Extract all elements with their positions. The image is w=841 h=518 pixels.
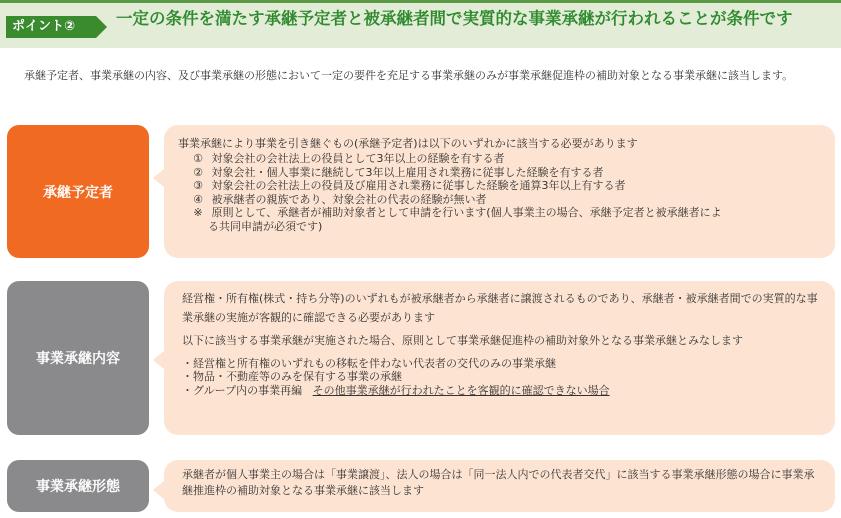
bullet-item: ・物品・不動産等のみを保有する事業の承継 — [182, 370, 402, 383]
page-title: 一定の条件を満たす承継予定者と被承継者間で実質的な事業承継が行われることが条件です — [116, 9, 793, 28]
bullet-item: ・グループ内の事業再編 その他事業承継が行われたことを客観的に確認できない場合 — [182, 383, 610, 397]
point-badge: ポイント② — [6, 16, 96, 38]
form-text: 承継者が個人事業主の場合は「事業譲渡」、法人の場合は「同一法人内での代表者交代」に該当する事業承継形態の場合に事業承継推進枠の補助対象となる事業承継に該当します — [182, 468, 815, 497]
label-succession-content: 事業承継内容 — [7, 281, 149, 435]
content-paragraph-1: 経営権・所有権(株式・持ち分等)のいずれもが被承継者から承継者に譲渡されるものであり、承継者・被承継者間での実質的な事業承継の実施が客観的に確認できる必要があります — [182, 292, 818, 324]
list-item: ④ 被承継者の親族であり、対象会社の代表の経験が無い者 — [193, 192, 487, 206]
label-succession-form: 事業承継形態 — [7, 460, 149, 512]
content-paragraph-2: 以下に該当する事業承継が実施された場合、原則として事業承継促進枠の補助対象外となる事業承継とみなします — [182, 334, 743, 347]
note-line: ※ 原則として、承継者が補助対象者として申請を行います(個人事業主の場合、承継予定者と被承継者によ — [193, 206, 722, 219]
header-banner — [0, 0, 841, 48]
bullet-item: ・経営権と所有権のいずれもの移転を伴わない代表者の交代のみの事業承継 — [182, 356, 556, 370]
content-succession-content — [164, 281, 835, 435]
list-item: ③ 対象会社の会社法上の役員及び雇用され業務に従事した経験を通算3年以上有する者 — [193, 179, 626, 192]
label-successor: 承継予定者 — [7, 125, 149, 258]
list-item: ② 対象会社・個人事業に継続して3年以上雇用され業務に従事した経験を有する者 — [193, 165, 604, 179]
note-line-continued: る共同申請が必須です) — [208, 219, 323, 233]
list-item: ① 対象会社の会社法上の役員として3年以上の経験を有する者 — [193, 152, 505, 165]
content-succession-form — [164, 460, 835, 512]
underlined-text: その他事業承継が行われたことを客観的に確認できない場合 — [312, 383, 610, 397]
intro-text: 承継予定者、事業承継の内容、及び事業承継の形態において一定の要件を充足する事業承継のみが事業承継促進枠の補助対象となる事業承継に該当します。 — [24, 69, 794, 82]
successor-lead: 事業承継により事業を引き継ぐもの(承継予定者)は以下のいずれかに該当する必要があります — [178, 137, 638, 150]
content-successor — [164, 125, 835, 258]
